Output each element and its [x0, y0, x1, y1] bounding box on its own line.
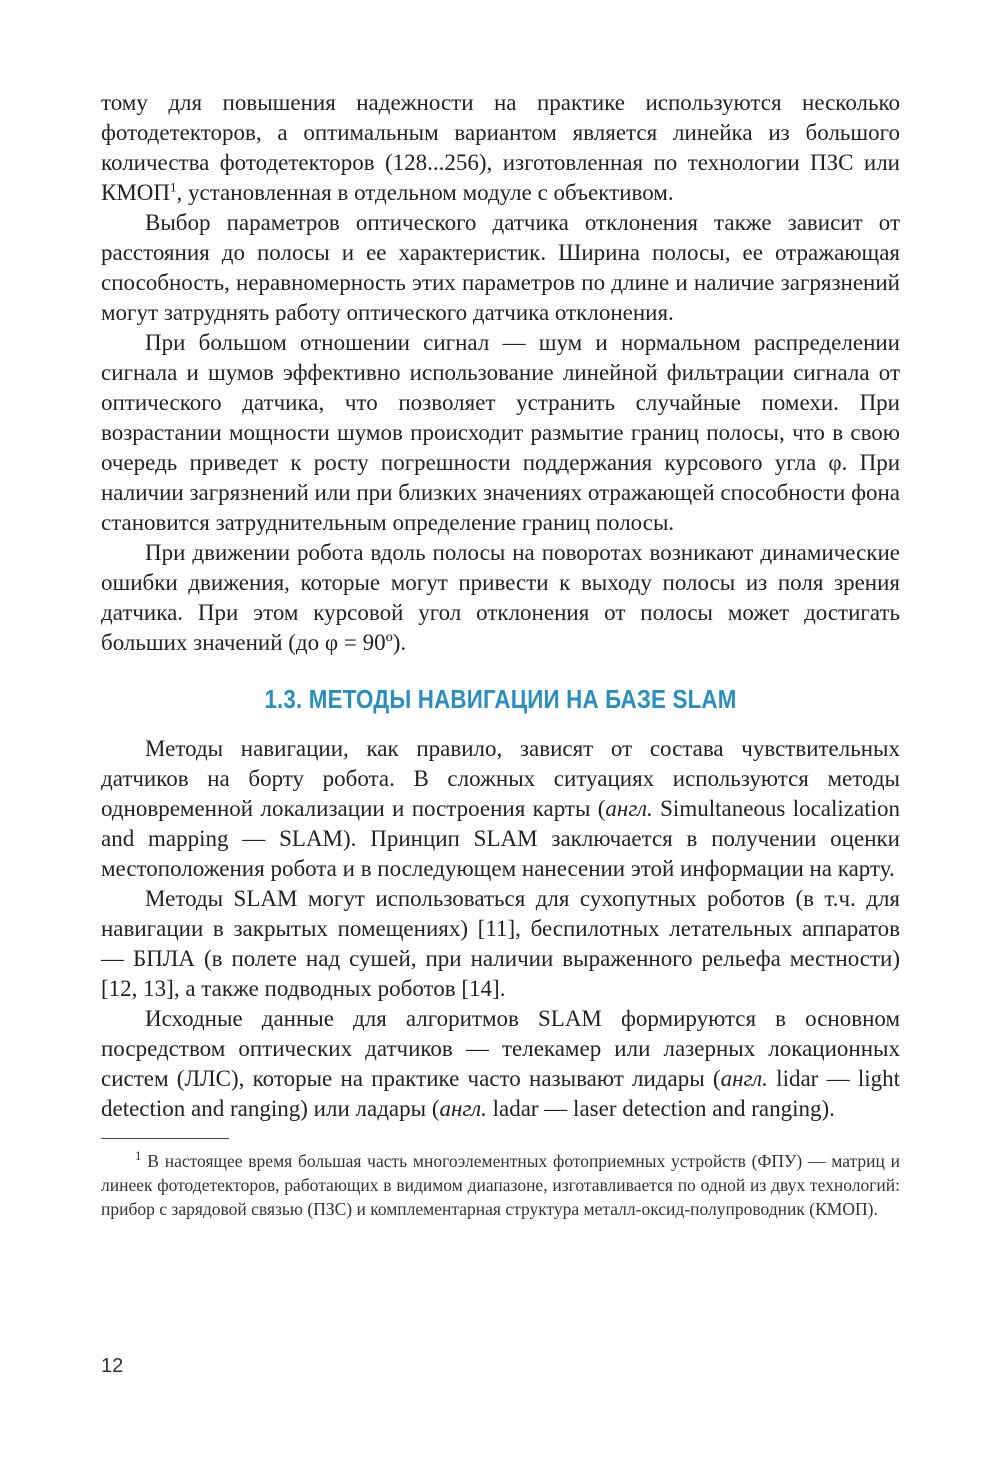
paragraph-slam-applications: Методы SLAM могут использоваться для сухопутных роботов (в т.ч. для навигации в закрытых помещениях) [11], беспилотных летательных аппаратов — БПЛА (в полете над сушей, при наличии выраженного рельефа местности) [12, 13], а также подводных роботов [14].	[101, 886, 900, 1001]
page-number: 12	[101, 1355, 124, 1377]
paragraph-sensor-parameters: Выбор параметров оптического датчика отклонения также зависит от расстояния до полосы и ее характеристик. Ширина полосы, ее отражающая способность, неравномерность этих параметров по длине и наличие загрязнений могут затруднять работу оптического датчика отклонения.	[101, 210, 900, 325]
paragraph-text-tail: , установленная в отдельном модуле с объективом.	[176, 180, 674, 205]
paragraph-signal-noise: При большом отношении сигнал — шум и нормальном распределении сигнала и шумов эффективно использование линейной фильтрации сигнала от оптического датчика, что позволяет устранить случайные помехи. При возрастании мощности шумов происходит размытие границ полосы, что в свою очередь приведет к росту погрешности поддержания курсового угла φ. При наличии загрязнений или при близких значениях отражающей способности фона становится затруднительным определение границ полосы.	[101, 330, 900, 535]
paragraph-text: тому для повышения надежности на практике используются несколько фотодетекторов, а оптимальным вариантом является линейка из большого количества фотодетекторов (128...256), изготовленная по технологии ПЗС или КМОП	[101, 90, 900, 205]
footnote-text: В настоящее время большая часть многоэлементных фотоприемных устройств (ФПУ) — матриц и линеек фотодетекторов, работающих в видимом диапазоне, изготавливается по одной из двух технологий: прибор с зарядовой связью (ПЗС) и комплементарная структура металл-оксид-полупроводник (КМОП).	[101, 1151, 900, 1219]
paragraph-continuation	[101, 88, 900, 208]
paragraph-navigation-methods	[101, 734, 900, 884]
footnote-mark: 1	[135, 1148, 142, 1164]
page-body	[101, 88, 900, 1221]
paragraph-dynamic-errors: При движении робота вдоль полосы на поворотах возникают динамические ошибки движения, которые могут привести к выходу полосы из поля зрения датчика. При этом курсовой угол отклонения от полосы может достигать больших значений (до φ = 90º).	[101, 540, 900, 655]
section-heading: 1.3. МЕТОДЫ НАВИГАЦИИ НА БАЗЕ SLAM	[264, 684, 737, 714]
footnote-reference[interactable]: 1	[170, 179, 177, 195]
footnote	[101, 1149, 900, 1221]
paragraph-text: Методы навигации, как правило, зависят от состава чувствительных датчиков на борту робота. В сложных ситуациях используются методы одновременной локализации и построения карты (	[101, 736, 900, 821]
footnote-divider	[101, 1138, 229, 1139]
paragraph-text: lidar — light detection and ranging) или ладары (	[101, 1066, 900, 1121]
paragraph-text: ladar — laser detection and ranging).	[486, 1096, 835, 1121]
paragraph-slam-input-data	[101, 1004, 900, 1124]
italic-abbreviation: англ.	[720, 1066, 768, 1091]
paragraph-text: Simultaneous localization and mapping — SLAM). Принцип SLAM заключается в получении оценки местоположения робота и в последующем нанесении этой информации на карту.	[101, 796, 900, 881]
paragraph-text: Исходные данные для алгоритмов SLAM формируются в основном посредством оптических датчиков — телекамер или лазерных локационных систем (ЛЛС), которые на практике часто называют лидары (	[101, 1006, 900, 1091]
italic-abbreviation: англ.	[605, 796, 653, 821]
italic-abbreviation: англ.	[439, 1096, 487, 1121]
